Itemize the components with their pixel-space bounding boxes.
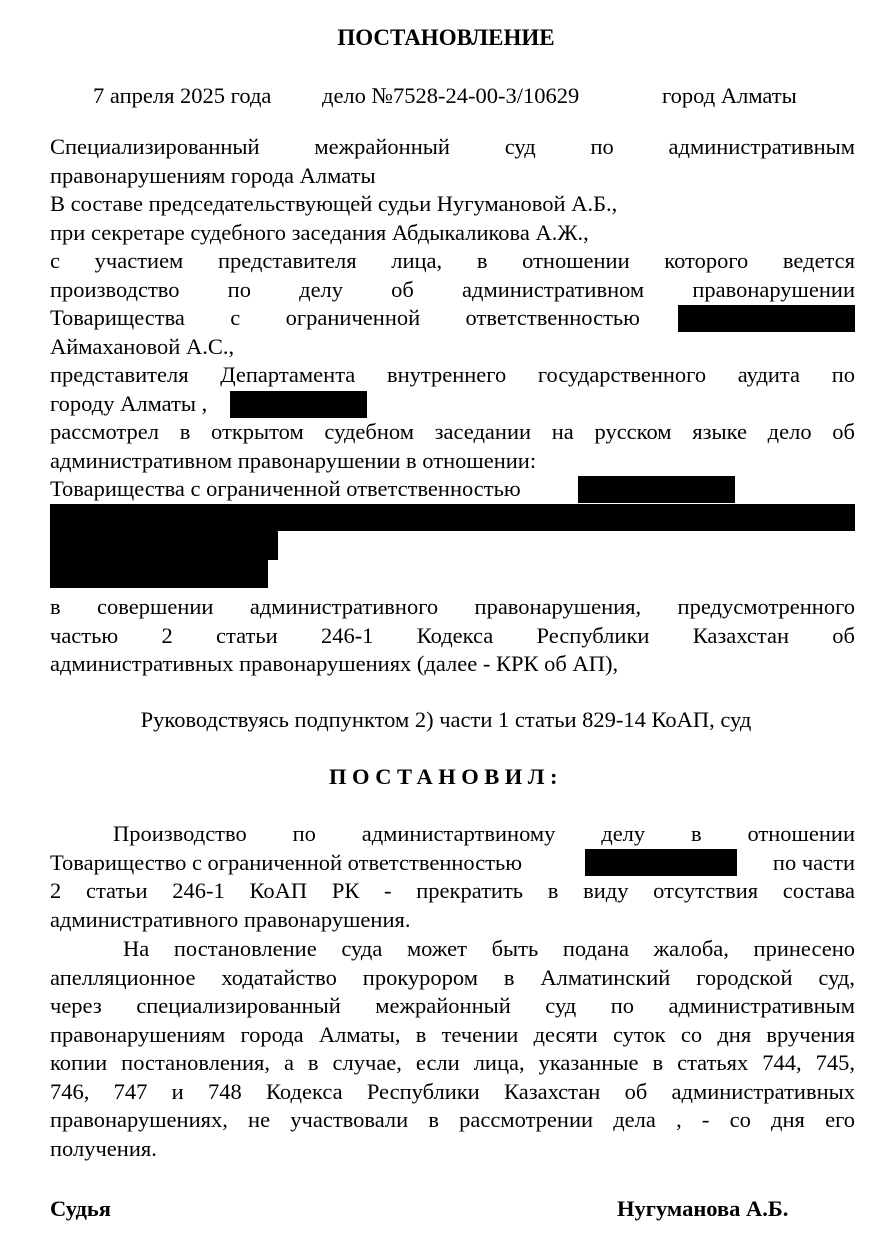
appeal-line: апелляционное ходатайство прокурором в Алматинский городской суд,: [50, 964, 855, 990]
appeal-block: [50, 935, 855, 1163]
redaction-box: [230, 391, 367, 418]
appeal-line-text: На постановление суда может быть подана жалоба, принесено: [123, 936, 855, 961]
offense-line: административных правонарушениях (далее - КРК об АП),: [50, 651, 619, 676]
redaction-box: [50, 560, 268, 588]
decision-line: административного правонарушения.: [50, 906, 411, 932]
appeal-line: правонарушениях, не участвовали в рассмотрении дела , - со дня его: [50, 1107, 855, 1132]
document-title: ПОСТАНОВЛЕНИЕ: [337, 25, 555, 50]
decision-line-text: Производство по администартвиному делу в отношении: [113, 821, 855, 846]
appeal-line: получения.: [50, 1135, 157, 1161]
participant-name: Аймахановой А.С.,: [50, 333, 235, 359]
participant-line: производство по делу об административном правонарушении: [50, 276, 855, 302]
redaction-box: [50, 531, 278, 560]
decision-line: [50, 820, 855, 849]
considered-line: административном правонарушении в отношении:: [50, 447, 537, 473]
appeal-line: копии постановления, а в случае, если лица, указанные в статьях 744, 745,: [50, 1050, 855, 1075]
appeal-line: правонарушениям города Алматы, в течении десяти суток со дня вручения: [50, 1021, 855, 1047]
participant-line: с участием представителя лица, в отношении которого ведется: [50, 248, 855, 273]
entity-line: Товарищества с ограниченной ответственностью: [50, 476, 521, 501]
judge-line: В составе председательствующей судьи Нугумановой А.Б.,: [50, 191, 618, 216]
decision-block: [50, 820, 855, 934]
document-city: город Алматы: [662, 83, 797, 108]
decided-heading-text: ПОСТАНОВИЛ:: [329, 764, 563, 789]
signature-name: Нугуманова А.Б.: [617, 1196, 789, 1221]
decision-line: 2 статьи 246-1 КоАП РК - прекратить в виду отсутствия состава: [50, 878, 855, 903]
appeal-line: через специализированный межрайонный суд по административным: [50, 993, 855, 1018]
offense-line: в совершении административного правонарушения, предусмотренного: [50, 594, 855, 619]
participant-entity-text: Товарищества с ограниченной ответственностью: [50, 305, 640, 330]
considered-line: рассмотрел в открытом судебном заседании на русском языке дело об: [50, 419, 855, 444]
redaction-box: [50, 504, 855, 531]
case-number: дело №7528-24-00-3/10629: [322, 83, 580, 108]
department-line: представителя Департамента внутреннего государственного аудита по: [50, 362, 855, 387]
signature-role: Судья: [50, 1196, 111, 1221]
decision-entity-text: Товарищество с ограниченной ответственностью: [50, 849, 523, 875]
appeal-line: 746, 747 и 748 Кодекса Республики Казахстан об административных: [50, 1078, 855, 1104]
decision-part-text: по части: [772, 849, 855, 875]
guided-by-line: Руководствуясь подпунктом 2) части 1 статьи 829-14 КоАП, суд: [140, 707, 752, 732]
redaction-box: [585, 849, 737, 876]
decided-heading: [0, 763, 892, 791]
appeal-line: [50, 935, 855, 964]
secretary-line: при секретаре судебного заседания Абдыкаликова А.Ж.,: [50, 219, 589, 245]
court-line: Специализированный межрайонный суд по административным: [50, 134, 855, 159]
offense-block: [50, 593, 855, 679]
redaction-box: [678, 305, 855, 332]
court-line: правонарушениям города Алматы: [50, 162, 376, 188]
offense-line: частью 2 статьи 246-1 Кодекса Республики Казахстан об: [50, 622, 855, 648]
document-date: 7 апреля 2025 года: [93, 83, 272, 108]
department-line: городу Алматы ,: [50, 390, 208, 416]
redaction-box: [578, 476, 735, 503]
